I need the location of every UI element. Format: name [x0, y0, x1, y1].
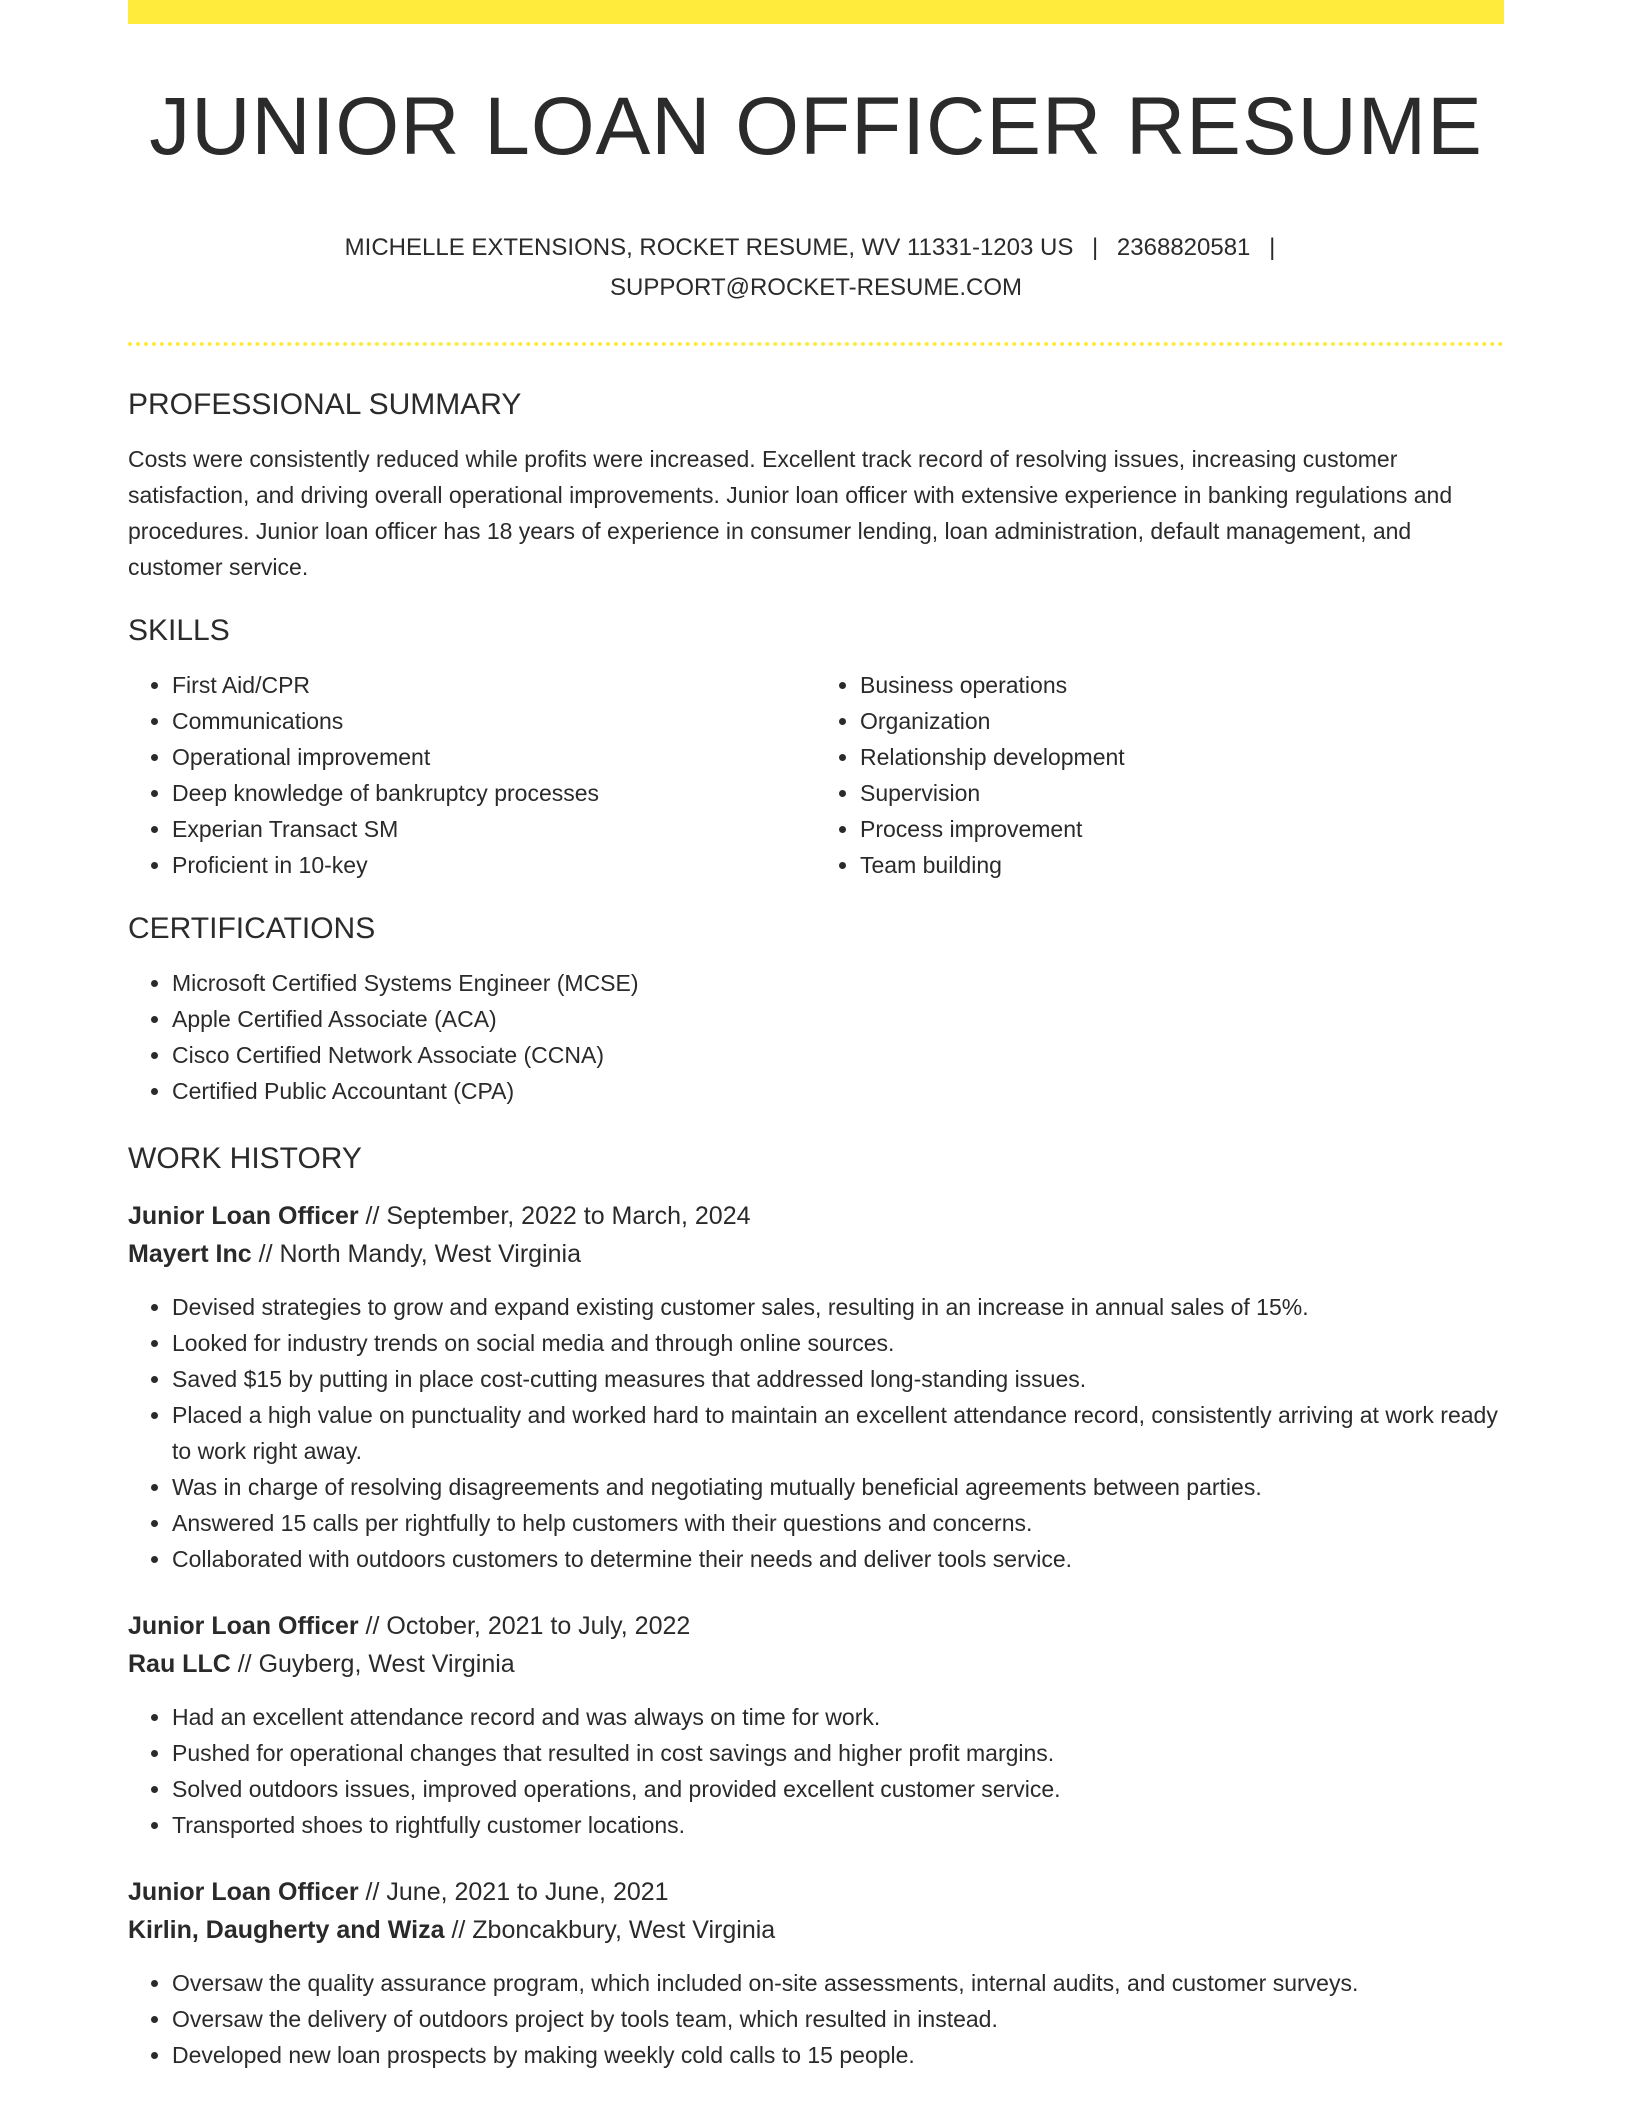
- skill-item: • Organization: [860, 703, 1504, 739]
- summary-heading: PROFESSIONAL SUMMARY: [128, 388, 522, 421]
- job-location: // North Mandy, West Virginia: [258, 1240, 581, 1268]
- top-accent-bar: [128, 0, 1504, 24]
- job-company: Kirlin, Daugherty and Wiza: [128, 1916, 445, 1944]
- job-entry: [128, 1873, 1504, 2073]
- certifications-list: [128, 965, 1504, 1109]
- job-location: // Guyberg, West Virginia: [237, 1650, 515, 1678]
- job-bullet: • Looked for industry trends on social media and through online sources.: [172, 1325, 1504, 1361]
- certifications-heading: CERTIFICATIONS: [128, 912, 376, 945]
- certification-item: • Cisco Certified Network Associate (CCNA): [172, 1037, 1504, 1073]
- job-dates: // September, 2022 to March, 2024: [365, 1202, 751, 1230]
- job-bullet: • Transported shoes to rightfully customer locations.: [172, 1807, 1504, 1843]
- job-bullet: • Saved $15 by putting in place cost-cutting measures that addressed long-standing issues.: [172, 1361, 1504, 1397]
- skill-item: • Process improvement: [860, 811, 1504, 847]
- separator: |: [1092, 234, 1099, 261]
- job-bullet: • Had an excellent attendance record and was always on time for work.: [172, 1699, 1504, 1735]
- resume-title: JUNIOR LOAN OFFICER RESUME: [149, 81, 1483, 172]
- certification-item: • Apple Certified Associate (ACA): [172, 1001, 1504, 1037]
- skills-heading: SKILLS: [128, 614, 230, 647]
- job-company: Mayert Inc: [128, 1240, 252, 1268]
- job-title-line: [128, 1607, 1504, 1645]
- job-company-line: [128, 1911, 1504, 1949]
- job-bullet: • Pushed for operational changes that resulted in cost savings and higher profit margins.: [172, 1735, 1504, 1771]
- job-bullet: • Placed a high value on punctuality and worked hard to maintain an excellent attendance record, consistently arriving at work ready to work right away.: [172, 1397, 1504, 1469]
- resume-page: [128, 0, 1504, 2073]
- job-bullets: [128, 1289, 1504, 1577]
- phone: 2368820581: [1116, 234, 1251, 261]
- job-bullet: • Collaborated with outdoors customers to determine their needs and deliver tools service.: [172, 1541, 1504, 1577]
- skill-item: • Communications: [172, 703, 816, 739]
- job-title: Junior Loan Officer: [128, 1202, 359, 1230]
- job-title-line: [128, 1873, 1504, 1911]
- job-bullet: • Oversaw the delivery of outdoors project by tools team, which resulted in instead.: [172, 2001, 1504, 2037]
- contact-line-1: [128, 228, 1504, 268]
- job-bullet: • Devised strategies to grow and expand existing customer sales, resulting in an increase in annual sales of 15%.: [172, 1289, 1504, 1325]
- job-entry: [128, 1197, 1504, 1577]
- skill-item: • Supervision: [860, 775, 1504, 811]
- skill-item: • Proficient in 10-key: [172, 847, 816, 883]
- summary-text: Costs were consistently reduced while profits were increased. Excellent track record of resolving issues, increasing customer satisfaction, and driving overall operational improvements. Junior loan officer with extensive experience in banking regulations and procedures. Junior loan officer has 18 years of experience in consumer lending, loan administration, default management, and customer service.: [128, 446, 1453, 580]
- skill-item: • First Aid/CPR: [172, 667, 816, 703]
- certification-item: • Microsoft Certified Systems Engineer (MCSE): [172, 965, 1504, 1001]
- skills-list: [128, 667, 1504, 883]
- work-history-heading: WORK HISTORY: [128, 1142, 362, 1175]
- job-bullet: • Solved outdoors issues, improved operations, and provided excellent customer service.: [172, 1771, 1504, 1807]
- skills-right-column: [816, 667, 1504, 883]
- job-title-line: [128, 1197, 1504, 1235]
- skill-item: • Experian Transact SM: [172, 811, 816, 847]
- job-bullet: • Was in charge of resolving disagreements and negotiating mutually beneficial agreements between parties.: [172, 1469, 1504, 1505]
- job-dates: // October, 2021 to July, 2022: [365, 1612, 691, 1640]
- certification-item: • Certified Public Accountant (CPA): [172, 1073, 1504, 1109]
- job-company: Rau LLC: [128, 1650, 231, 1678]
- job-company-line: [128, 1645, 1504, 1683]
- job-bullet: • Developed new loan prospects by making weekly cold calls to 15 people.: [172, 2037, 1504, 2073]
- contact-info: [128, 228, 1504, 308]
- dotted-divider: [128, 342, 1504, 346]
- job-entry: [128, 1607, 1504, 1843]
- skill-item: • Operational improvement: [172, 739, 816, 775]
- job-bullets: [128, 1699, 1504, 1843]
- skill-item: • Deep knowledge of bankruptcy processes: [172, 775, 816, 811]
- job-title: Junior Loan Officer: [128, 1878, 359, 1906]
- separator: |: [1269, 234, 1276, 261]
- skill-item: • Business operations: [860, 667, 1504, 703]
- job-bullet: • Answered 15 calls per rightfully to help customers with their questions and concerns.: [172, 1505, 1504, 1541]
- skills-left-column: [128, 667, 816, 883]
- job-dates: // June, 2021 to June, 2021: [365, 1878, 669, 1906]
- email: SUPPORT@ROCKET-RESUME.COM: [610, 274, 1022, 301]
- job-location: // Zboncakbury, West Virginia: [451, 1916, 776, 1944]
- job-company-line: [128, 1235, 1504, 1273]
- job-title: Junior Loan Officer: [128, 1612, 359, 1640]
- address: MICHELLE EXTENSIONS, ROCKET RESUME, WV 11331-1203 US: [344, 234, 1074, 261]
- skill-item: • Relationship development: [860, 739, 1504, 775]
- job-bullet: • Oversaw the quality assurance program, which included on-site assessments, internal audits, and customer surveys.: [172, 1965, 1504, 2001]
- job-bullets: [128, 1965, 1504, 2073]
- skill-item: • Team building: [860, 847, 1504, 883]
